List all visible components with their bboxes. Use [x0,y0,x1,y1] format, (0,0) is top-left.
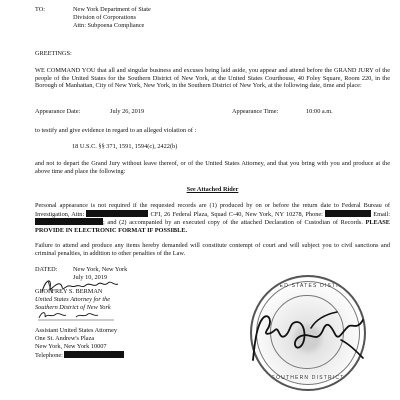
personal-appearance-text-1: Personal appearance is not required if the requested records are (1) produced by on or before the return date to Federal Bureau of Investigation, Attn: [35,202,390,218]
personal-appearance-text-4: ; and (2) accompanied by an executed copy of the attached Declaration of Custodian of Records. [103,219,363,227]
clerk-signature [245,300,370,370]
seal-text-top: UNITED STATES DISTRICT [263,283,353,289]
redacted-agent-name [86,210,148,217]
failure-paragraph: Failure to attend and produce any items hereby demanded will constitute contempt of court and will subject you to civil sanctions and criminal penalties, in addition to other penalties of the Law. [35,242,390,257]
us-attorney-name: GEOFFREY S. BERMAN [35,288,103,295]
electronic-format-emphasis: PLEASE PROVIDE IN ELECTRONIC FORMAT IF POSSIBLE. [35,219,390,234]
dated-label: DATED: [35,266,58,273]
rider-heading: See Attached Rider [186,186,239,193]
recipient-line-1: New York Department of State [73,6,151,13]
dated-date: July 10, 2019 [73,274,108,281]
redacted-telephone [64,351,124,358]
command-paragraph: WE COMMAND YOU that all and singular business and excuses being laid aside, you appear and attend before the GRAND JURY of the people of the United States for the Southern District of New York, at the United States Courthouse, 40 Foley Square, Room 220, in the Borough of Manhattan, City of New York, New York, in the Southern District of New York, at the following date, time and place: [35,67,390,90]
appearance-date-label: Appearance Date: [35,108,81,115]
statute-citation: 18 U.S.C. §§ 371, 1591, 1594(c), 2422(b) [72,143,178,150]
recipient-line-3: Attn: Subpoena Compliance [73,22,145,29]
personal-appearance-text-3: Email: [373,210,391,218]
greeting: GREETINGS: [35,50,72,57]
us-attorney-title-2: Southern District of New York [35,304,111,311]
personal-appearance-paragraph [35,202,390,234]
redacted-email [35,218,103,225]
assistant-telephone [35,351,124,360]
assistant-address-1: One St. Andrew's Plaza [35,335,95,342]
appearance-time-label: Appearance Time: [232,108,279,115]
assistant-signature [36,308,126,322]
seal-text-bottom: SOUTHERN DISTRICT [271,375,345,382]
appearance-time-value: 10:00 a.m. [306,108,333,115]
assistant-title: Assistant United States Attorney [35,327,118,334]
depart-paragraph: and not to depart the Grand Jury without leave thereof, or of the United States Attorney, and that you bring with you and produce at the above time and place the following: [35,160,390,175]
telephone-label: Telephone: [35,352,63,359]
to-label: TO: [35,6,46,13]
recipient-line-2: Division of Corporations [73,14,136,21]
redacted-phone [325,210,371,217]
dated-place: New York, New York [73,266,128,273]
appearance-date-value: July 26, 2019 [110,108,145,115]
us-attorney-title-1: United States Attorney for the [35,296,111,303]
assistant-address-2: New York, New York 10007 [35,343,107,350]
personal-appearance-text-2: CFI, 26 Federal Plaza, Squad C-40, New York, NY 10278, Phone: [150,210,323,218]
testify-line: to testify and give evidence in regard to an alleged violation of : [35,127,197,134]
